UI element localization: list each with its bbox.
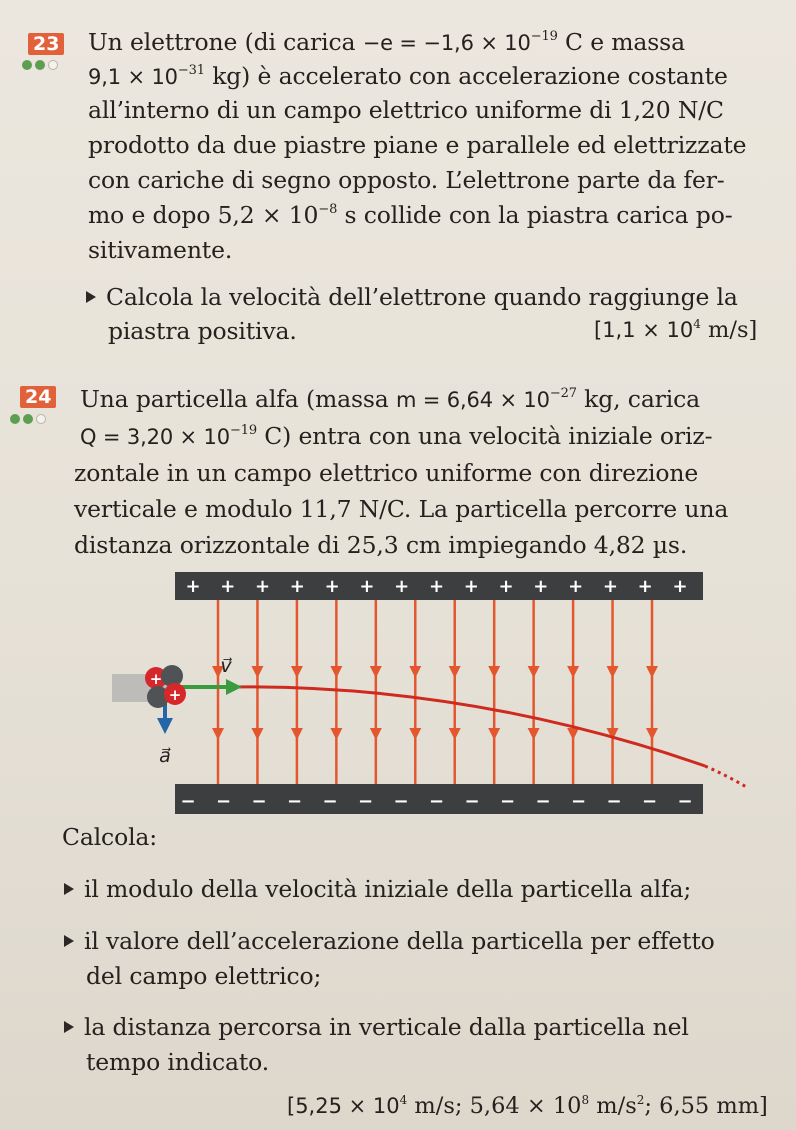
minus-sign-icon: − [570, 791, 587, 812]
plus-sign-icon: + [289, 576, 305, 597]
difficulty-dot-icon [36, 414, 46, 424]
bullet-arrow-icon [64, 935, 74, 947]
p24-line-2: $Q = 3,20 \times 10^{-19}$ C) entra con una velocità iniziale oriz- [80, 422, 713, 450]
acceleration-arrowhead-icon [157, 718, 173, 734]
p23-line-2: $9,1 \times 10^{-31}$ kg) è accelerato con accelerazione costante [88, 62, 728, 90]
p24-line-4: verticale e modulo 11,7 N/C. La particella percorre una [74, 495, 729, 523]
minus-sign-icon: − [535, 791, 551, 812]
minus-sign-icon: − [464, 791, 480, 812]
minus-sign-icon: − [286, 791, 303, 812]
field-arrowhead-icon [567, 728, 579, 740]
field-arrowhead-icon [370, 666, 382, 678]
field-arrowhead-icon [449, 728, 461, 740]
trajectory-extension [705, 766, 748, 788]
plus-sign-icon: + [428, 576, 445, 597]
plus-sign-icon: + [533, 576, 549, 597]
p23-answer: [$1,1 \times 10^4$ m/s] [594, 317, 758, 343]
minus-sign-icon: − [499, 791, 516, 812]
p24-item-2: il valore dell’accelerazione della particella per effetto [64, 926, 715, 956]
p24-item-2-cont: del campo elettrico; [86, 962, 322, 990]
field-arrowhead-icon [330, 666, 342, 678]
minus-sign-icon: − [641, 791, 658, 812]
p24-answer: [$5,25 \times 10^4$ m/s; $5,64 \times 10^8$ $m/s^2$; 6,55 mm] [287, 1093, 768, 1119]
p24-item-3: la distanza percorsa in verticale dalla particella nel [64, 1012, 689, 1042]
bullet-arrow-icon [64, 883, 74, 895]
p24-line-1: Una particella alfa (massa $m = 6,64 \times 10^{-27}$ kg, carica [80, 385, 700, 413]
plus-sign-icon: + [568, 576, 584, 597]
field-arrowhead-icon [646, 666, 658, 678]
p23-line-7: sitivamente. [88, 236, 233, 264]
p23-question-line-1: Calcola la velocità dell’elettrone quando raggiunge la [86, 282, 738, 312]
difficulty-dot-icon [22, 60, 32, 70]
field-arrowhead-icon [212, 728, 224, 740]
field-arrowhead-icon [370, 728, 382, 740]
field-arrowhead-icon [251, 666, 263, 678]
minus-sign-icon: − [393, 791, 409, 812]
calcola-heading: Calcola: [62, 823, 158, 851]
proton-charge-label: + [168, 686, 182, 704]
minus-sign-icon: − [322, 791, 338, 812]
difficulty-dot-icon [10, 414, 20, 424]
p23-question-line-2: piastra positiva. [108, 317, 297, 345]
plus-sign-icon: + [602, 576, 618, 597]
difficulty-dot-icon [35, 60, 45, 70]
p24-line-3: zontale in un campo elettrico uniforme con direzione [74, 459, 699, 487]
acceleration-label: a⃗ [159, 745, 171, 767]
field-arrowhead-icon [330, 728, 342, 740]
minus-sign-icon: − [215, 791, 232, 812]
field-arrowhead-icon [251, 728, 263, 740]
minus-sign-icon: − [677, 791, 693, 812]
p23-line-3: all’interno di un campo elettrico uniforme di 1,20 N/C [88, 96, 724, 124]
p24-line-5: distanza orizzontale di 25,3 cm impiegando 4,82 µs. [74, 531, 688, 559]
field-arrowhead-icon [567, 666, 579, 678]
minus-sign-icon: − [251, 791, 267, 812]
bullet-arrow-icon [64, 1021, 74, 1033]
velocity-arrowhead-icon [226, 679, 242, 695]
minus-sign-icon: − [428, 791, 445, 812]
difficulty-dot-icon [48, 60, 58, 70]
p24-item-3-cont: tempo indicato. [86, 1048, 270, 1076]
field-arrowhead-icon [607, 666, 619, 678]
plus-sign-icon: + [185, 576, 201, 597]
p23-line-1: Un elettrone (di carica $-e = -1,6 \times 10^{-19}$ C e massa [88, 28, 685, 56]
field-arrowhead-icon [409, 666, 421, 678]
field-arrowhead-icon [409, 728, 421, 740]
plus-sign-icon: + [324, 576, 340, 597]
field-arrowhead-icon [488, 728, 500, 740]
proton-charge-label: + [149, 670, 163, 688]
field-arrowhead-icon [449, 666, 461, 678]
trajectory-curve [180, 687, 705, 766]
field-arrowhead-icon [291, 666, 303, 678]
minus-sign-icon: − [180, 791, 196, 812]
plus-sign-icon: + [637, 576, 653, 597]
field-arrowhead-icon [528, 728, 540, 740]
difficulty-dots-23 [22, 60, 58, 70]
p24-item-1: il modulo della velocità iniziale della particella alfa; [64, 874, 691, 904]
p23-line-6: mo e dopo $5,2 \times 10^{-8}$ s collide con la piastra carica po- [88, 201, 733, 229]
plus-sign-icon: + [255, 576, 271, 597]
plus-sign-icon: + [359, 576, 375, 597]
problem-23-number: 23 [28, 33, 64, 55]
plus-sign-icon: + [498, 576, 514, 597]
minus-sign-icon: − [357, 791, 374, 812]
plus-sign-icon: + [394, 576, 410, 597]
problem-24-number: 24 [20, 386, 56, 408]
difficulty-dots-24 [10, 414, 46, 424]
bullet-arrow-icon [86, 291, 96, 303]
field-arrowhead-icon [646, 728, 658, 740]
difficulty-dot-icon [23, 414, 33, 424]
p23-line-4: prodotto da due piastre piane e parallele ed elettrizzate [88, 131, 747, 159]
velocity-label: v⃗ [220, 655, 232, 677]
field-arrowhead-icon [291, 728, 303, 740]
minus-sign-icon: − [606, 791, 622, 812]
plus-sign-icon: + [672, 576, 688, 597]
electric-field-figure [0, 566, 796, 816]
field-arrowhead-icon [488, 666, 500, 678]
plus-sign-icon: + [220, 576, 236, 597]
plus-sign-icon: + [463, 576, 479, 597]
p23-line-5: con cariche di segno opposto. L’elettrone parte da fer- [88, 166, 725, 194]
field-arrowhead-icon [528, 666, 540, 678]
